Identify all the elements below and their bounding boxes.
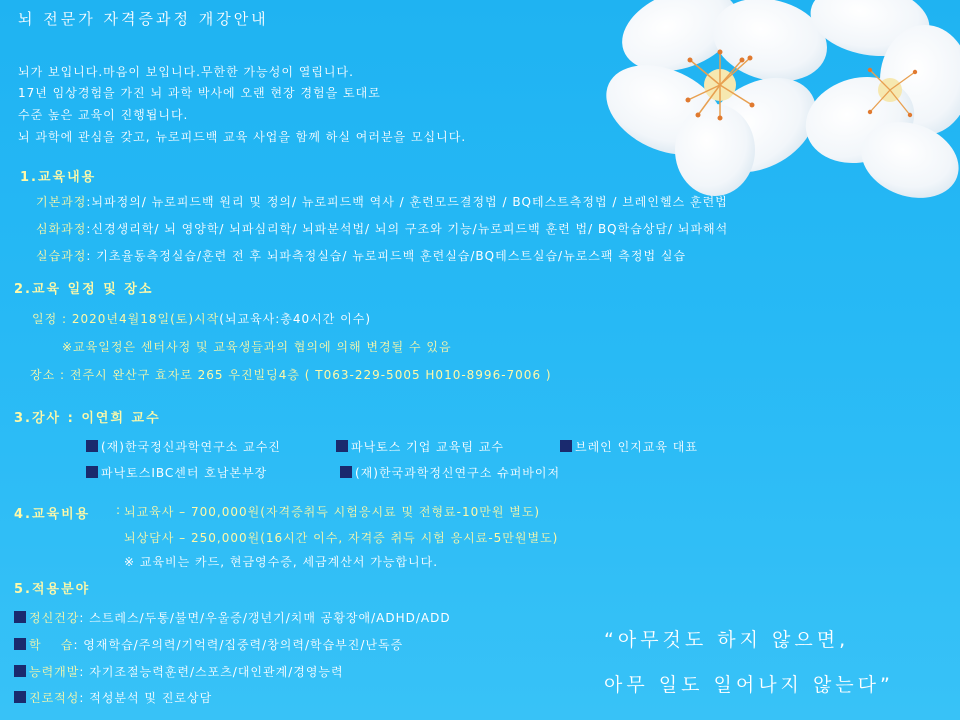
section-3-heading: 3.강사 : 이연희 교수 [14, 411, 161, 426]
schedule-note: ※교육일정은 센터사정 및 교육생들과의 협의에 의해 변경될 수 있음 [62, 340, 452, 354]
instructor-item: (재)한국과학정신연구소 슈퍼바이저 [340, 464, 560, 481]
cherry-blossom-image [570, 0, 960, 200]
field-row: 진로적성: 적성분석 및 진로상담 [14, 689, 212, 706]
schedule-date: 2020년4월18일(토)시작 [71, 312, 220, 326]
instructor-item: 브레인 인지교육 대표 [560, 438, 698, 455]
field-row: 학 습: 영재학습/주의력/기억력/집중력/창의력/학습부진/난독증 [14, 636, 403, 653]
intro-line-2: 17년 임상경험을 가진 뇌 과학 박사에 오랜 현장 경험을 토대로 [18, 86, 381, 100]
fee-line-1: 뇌교육사 – 700,000원(자격증취득 시험응시료 및 전형료-10만원 별도) [124, 505, 541, 519]
course-label: 심화과정 [36, 222, 87, 236]
field-row: 능력개발: 자기조절능력훈련/스포츠/대인관계/경영능력 [14, 663, 344, 680]
course-advanced [36, 220, 728, 237]
intro-line-1: 뇌가 보입니다.마음이 보입니다.무한한 가능성이 열립니다. [18, 65, 354, 79]
field-row: 정신건강: 스트레스/두통/불면/우울증/갱년기/치매 공황장애/ADHD/ADD [14, 609, 451, 626]
course-label: 기본과정 [36, 195, 87, 209]
fee-note: ※ 교육비는 카드, 현금영수증, 세금계산서 가능합니다. [124, 555, 439, 569]
place-label: 장소 : [30, 368, 70, 382]
instructor-item: 파낙토스IBC센터 호남본부장 [86, 464, 267, 481]
section-2-heading: 2.교육 일정 및 장소 [14, 282, 154, 297]
page-title: 뇌 전문가 자격증과정 개강안내 [18, 10, 269, 28]
place-value: 전주시 완산구 효자로 265 우진빌딩4층 ( T063-229-5005 H010-8996-7006 ) [69, 368, 552, 382]
schedule-line [32, 310, 371, 327]
fee-colon: : [116, 503, 122, 517]
intro-line-4: 뇌 과학에 관심을 갖고, 뉴로피드백 교육 사업을 함께 하실 여러분을 모십니다. [18, 130, 467, 144]
course-practice [36, 247, 686, 264]
place-line [30, 366, 552, 383]
section-1-heading: 1.교육내용 [20, 170, 97, 185]
schedule-hours: (뇌교육사:총40시간 이수) [219, 312, 372, 326]
quote-line-2: 아무 일도 일어나지 않는다” [604, 674, 894, 696]
course-basic [36, 193, 728, 210]
course-label: 실습과정 [36, 249, 87, 263]
instructor-item: 파낙토스 기업 교육팀 교수 [336, 438, 504, 455]
section-5-heading: 5.적용분야 [14, 582, 91, 597]
quote-line-1: “아무것도 하지 않으면, [604, 629, 850, 651]
schedule-label: 일정 : [32, 312, 72, 326]
course-text: :신경생리학/ 뇌 영양학/ 뇌파심리학/ 뇌파분석법/ 뇌의 구조와 기능/뉴로피드백 훈련 법/ BQ학습상담/ 뇌파해석 [86, 222, 729, 236]
instructor-item: (재)한국정신과학연구소 교수진 [86, 438, 281, 455]
section-4-heading: 4.교육비용 [14, 507, 91, 522]
intro-line-3: 수준 높은 교육이 진행됩니다. [18, 108, 189, 122]
course-text: : 기초율동측정실습/훈련 전 후 뇌파측정실습/ 뉴로피드백 훈련실습/BQ테스트실습/뉴로스팩 측정법 실습 [86, 249, 687, 263]
fee-line-2: 뇌상담사 – 250,000원(16시간 이수, 자격증 취득 시험 응시료-5만원별도) [124, 531, 559, 545]
course-text: :뇌파정의/ 뉴로피드백 원리 및 정의/ 뉴로피드백 역사 / 훈련모드결정법 / BQ테스트측정법 / 브레인헬스 훈련법 [86, 195, 728, 209]
